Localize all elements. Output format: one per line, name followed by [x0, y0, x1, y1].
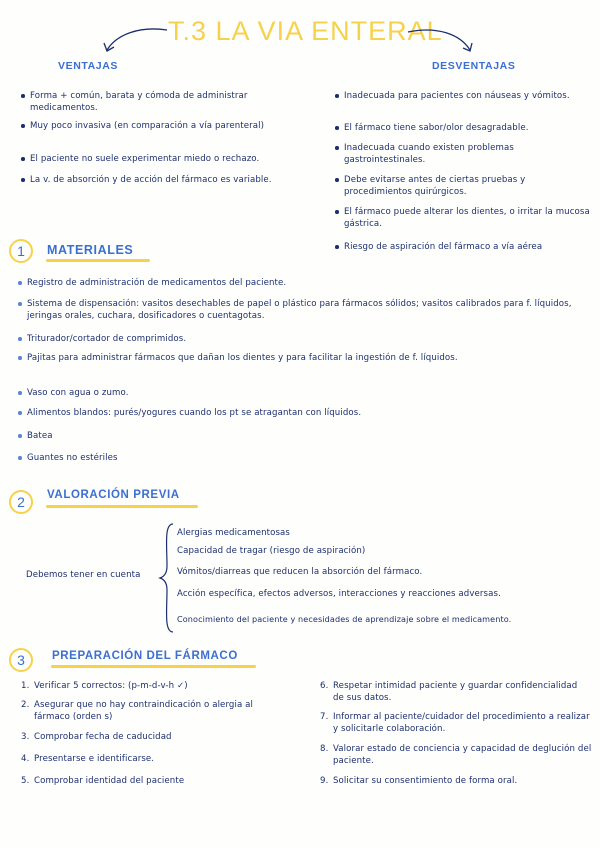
section-number-3: 3 [9, 648, 33, 672]
item-number: 9. [320, 776, 329, 786]
desventajas-heading: DESVENTAJAS [432, 60, 516, 72]
valoracion-item: Acción específica, efectos adversos, interacciones y reacciones adversas. [177, 589, 501, 599]
list-item: Vaso con agua o zumo. [17, 387, 577, 399]
list-item: Guantes no estériles [17, 452, 217, 464]
item-text: Comprobar fecha de caducidad [34, 732, 172, 742]
valoracion-lead: Debemos tener en cuenta [26, 570, 141, 580]
list-item: El fármaco puede alterar los dientes, o irritar la mucosa gástrica. [334, 206, 590, 230]
list-item: Triturador/cortador de comprimidos. [17, 333, 577, 345]
list-item: Muy poco invasiva (en comparación a vía parenteral) [20, 120, 280, 132]
list-item: Inadecuada para pacientes con náuseas y vómitos. [334, 90, 586, 102]
valoracion-heading: VALORACIÓN PREVIA [47, 489, 180, 501]
list-item: Forma + común, barata y cómoda de administrar medicamentos. [20, 90, 300, 114]
materiales-underline [46, 259, 150, 262]
list-item [320, 711, 592, 735]
item-text: Solicitar su consentimiento de forma oral. [333, 776, 518, 786]
item-text: Comprobar identidad del paciente [34, 776, 185, 786]
section-number-1: 1 [9, 239, 33, 263]
valoracion-item: Alergias medicamentosas [177, 528, 290, 538]
item-number: 4. [21, 754, 30, 764]
item-number: 8. [320, 744, 329, 754]
list-item [21, 680, 301, 692]
list-item [320, 743, 592, 767]
item-number: 3. [21, 732, 30, 742]
item-number: 5. [21, 776, 30, 786]
item-text: Verificar 5 correctos: (p-m-d-v-h ✓) [34, 681, 188, 691]
list-item: Registro de administración de medicamentos del paciente. [17, 277, 577, 289]
arrow-right-icon [402, 22, 482, 58]
page-title: T.3 LA VIA ENTERAL [168, 16, 443, 46]
item-number: 7. [320, 712, 329, 722]
preparacion-underline [51, 665, 256, 668]
item-number: 6. [320, 681, 329, 691]
list-item: El fármaco tiene sabor/olor desagradable. [334, 122, 594, 134]
item-text: Presentarse e identificarse. [34, 754, 155, 764]
item-text: Informar al paciente/cuidador del procedimiento a realizar y solicitarle colaboración. [333, 712, 590, 734]
list-item [21, 731, 301, 743]
list-item: La v. de absorción y de acción del fármaco es variable. [20, 174, 290, 186]
list-item [21, 699, 271, 723]
item-number: 2. [21, 700, 30, 710]
list-item: Sistema de dispensación: vasitos desechables de papel o plástico para fármacos sólidos; vasitos calibrados para f. líquidos, jeringas orales, cuchara, dosificadores o cuentagotas. [17, 298, 587, 322]
valoracion-item: Capacidad de tragar (riesgo de aspiración) [177, 546, 366, 556]
list-item [21, 775, 301, 787]
list-item: Riesgo de aspiración del fármaco a vía aérea [334, 241, 596, 253]
item-text: Respetar intimidad paciente y guardar confidencialidad de sus datos. [333, 681, 578, 703]
valoracion-item: Vómitos/diarreas que reducen la absorción del fármaco. [177, 567, 423, 577]
item-text: Asegurar que no hay contraindicación o alergia al fármaco (orden s) [34, 700, 254, 722]
valoracion-underline [46, 505, 198, 508]
item-number: 1. [21, 681, 30, 691]
materiales-heading: MATERIALES [47, 243, 134, 257]
valoracion-item: Conocimiento del paciente y necesidades de aprendizaje sobre el medicamento. [177, 614, 512, 624]
ventajas-heading: VENTAJAS [58, 60, 119, 72]
arrow-left-icon [95, 22, 175, 58]
list-item [21, 753, 301, 765]
section-number-2: 2 [9, 490, 33, 514]
list-item: Pajitas para administrar fármacos que dañan los dientes y para facilitar la ingestión de f. líquidos. [17, 352, 557, 364]
list-item [320, 680, 582, 704]
list-item: Batea [17, 430, 217, 442]
item-text: Valorar estado de conciencia y capacidad de deglución del paciente. [333, 744, 592, 766]
list-item: Inadecuada cuando existen problemas gastrointestinales. [334, 142, 566, 166]
curly-brace-icon [158, 522, 176, 634]
list-item: El paciente no suele experimentar miedo o rechazo. [20, 153, 310, 165]
list-item [320, 775, 592, 787]
list-item: Alimentos blandos: purés/yogures cuando los pt se atragantan con líquidos. [17, 407, 577, 419]
preparacion-heading: PREPARACIÓN DEL FÁRMACO [52, 650, 238, 662]
list-item: Debe evitarse antes de ciertas pruebas y procedimientos quirúrgicos. [334, 174, 590, 198]
